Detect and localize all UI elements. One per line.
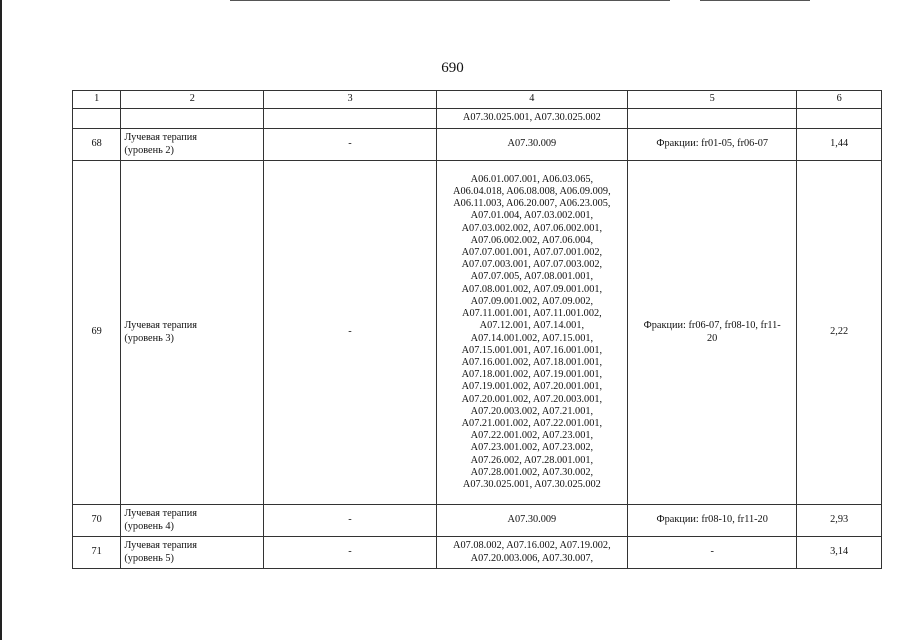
- cell-coef: 2,93: [797, 505, 882, 537]
- cell-fractions: Фракции: fr06-07, fr08-10, fr11- 20: [628, 161, 797, 505]
- tariff-table: [72, 90, 882, 569]
- cell-empty: [264, 109, 436, 129]
- header-cell: 4: [436, 91, 627, 109]
- header-cell: 3: [264, 91, 436, 109]
- cell-empty: [73, 109, 121, 129]
- header-cell: 6: [797, 91, 882, 109]
- cell-num: 69: [73, 161, 121, 505]
- table-row-68: [73, 129, 882, 161]
- cell-name: Лучевая терапия (уровень 4): [121, 505, 264, 537]
- cell-empty: [121, 109, 264, 129]
- header-cell: 5: [628, 91, 797, 109]
- cell-name: Лучевая терапия (уровень 5): [121, 537, 264, 569]
- header-cell: 1: [73, 91, 121, 109]
- cell-num: 68: [73, 129, 121, 161]
- table-row-70: [73, 505, 882, 537]
- cell-col3: -: [264, 505, 436, 537]
- cell-num: 70: [73, 505, 121, 537]
- table-header-row: [73, 91, 882, 109]
- cell-codes: A06.01.007.001, A06.03.065, A06.04.018, A06.08.008, A06.09.009, A06.11.003, A06.20.007, A06.23.005, A07.01.004, A07.03.002.001, A07.03.002.002, A07.06.002.001, A07.06.002.002, A07.06.004, A07.07.001.001, A07.07.001.002, A07.07.003.001, A07.07.003.002, A07.07.005, A07.08.001.001, A07.08.001.002, A07.09.001.001, A07.09.001.002, A07.09.002, A07.11.001.001, A07.11.001.002, A07.12.001, A07.14.001, A07.14.001.002, A07.15.001, A07.15.001.001, A07.16.001.001, A07.16.001.002, A07.18.001.001, A07.18.001.002, A07.19.001.001, A07.19.001.002, A07.20.001.001, A07.20.001.002, A07.20.003.001, A07.20.003.002, A07.21.001, A07.21.001.002, A07.22.001.001, A07.22.001.002, A07.23.001, A07.23.001.002, A07.23.002, A07.26.002, A07.28.001.001, A07.28.001.002, A07.30.002, A07.30.025.001, A07.30.025.002: [436, 161, 627, 505]
- cell-coef: 3,14: [797, 537, 882, 569]
- cell-name: Лучевая терапия (уровень 3): [121, 161, 264, 505]
- cell-empty: [797, 109, 882, 129]
- cell-col3: -: [264, 537, 436, 569]
- table-row-71: [73, 537, 882, 569]
- cell-codes: A07.30.009: [436, 129, 627, 161]
- cell-fractions: -: [628, 537, 797, 569]
- cell-col3: -: [264, 161, 436, 505]
- scan-top-line: [230, 0, 670, 1]
- table-row-69: [73, 161, 882, 505]
- cell-name: Лучевая терапия (уровень 2): [121, 129, 264, 161]
- cell-num: 71: [73, 537, 121, 569]
- cell-fractions: Фракции: fr08-10, fr11-20: [628, 505, 797, 537]
- cell-codes: A07.30.025.001, A07.30.025.002: [436, 109, 627, 129]
- cell-codes: A07.08.002, A07.16.002, A07.19.002, A07.20.003.006, A07.30.007,: [436, 537, 627, 569]
- table-row-continuation: [73, 109, 882, 129]
- page-number: 690: [441, 60, 464, 76]
- cell-coef: 2,22: [797, 161, 882, 505]
- header-cell: 2: [121, 91, 264, 109]
- cell-codes: A07.30.009: [436, 505, 627, 537]
- cell-col3: -: [264, 129, 436, 161]
- scan-top-line-right: [700, 0, 810, 1]
- page-left-edge: [0, 0, 2, 640]
- cell-coef: 1,44: [797, 129, 882, 161]
- cell-fractions: Фракции: fr01-05, fr06-07: [628, 129, 797, 161]
- cell-empty: [628, 109, 797, 129]
